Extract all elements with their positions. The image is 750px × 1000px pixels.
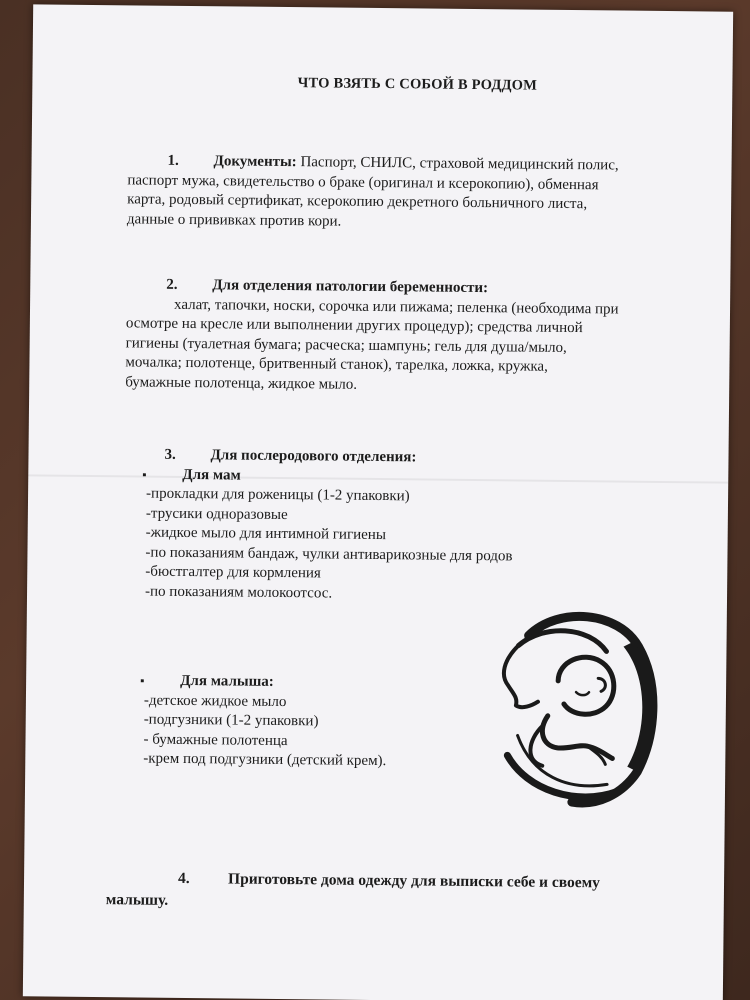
list-item: -детское жидкое мыло — [143, 692, 287, 710]
list-item: -трусики одноразовые — [145, 505, 288, 523]
section-heading: Для отделения патологии беременности: — [212, 277, 489, 297]
section-heading: Документы: — [213, 153, 297, 171]
text-line: халат, тапочки, носки, сорочка или пижама; пеленка (необходима при — [173, 296, 619, 318]
list-item: -бюстгалтер для кормления — [145, 563, 321, 582]
list-item: -по показаниям бандаж, чулки антиварикозные для родов — [145, 544, 513, 564]
list-item: -крем под подгузники (детский крем). — [143, 750, 387, 770]
bullet-icon: ▪ — [142, 467, 147, 482]
section-text: Паспорт, СНИЛС, страховой медицинский полис, — [300, 154, 619, 174]
section-clothes — [106, 867, 696, 917]
bullet-icon: ▪ — [140, 673, 145, 688]
list-item: -прокладки для роженицы (1-2 упаковки) — [146, 485, 410, 505]
section-pathology — [125, 275, 686, 398]
section-number: 3. — [164, 446, 176, 463]
text-line: мочалка; полотенце, бритвенный станок), тарелка, ложка, кружка, — [125, 354, 548, 375]
section-number: 1. — [167, 152, 179, 169]
section-heading: Для послеродового отделения: — [210, 447, 417, 466]
text-line: осмотре на кресле или выполнении других процедур); средства личной — [125, 315, 583, 337]
section-documents — [127, 151, 688, 235]
moms-heading: Для мам — [182, 466, 241, 484]
text-line: карта, родовый сертификат, ксерокопию декретного больничного листа, — [127, 191, 588, 213]
baby-heading: Для малыша: — [180, 672, 274, 690]
document-page — [23, 4, 733, 1000]
section-number: 2. — [166, 276, 178, 293]
list-item: -жидкое мыло для интимной гигиены — [145, 524, 387, 544]
list-item: -подгузники (1-2 упаковки) — [143, 711, 319, 730]
list-item: -по показаниям молокоотсос. — [144, 583, 333, 602]
mother-and-baby-icon — [487, 605, 664, 812]
text-line: данные о прививках против кори. — [126, 210, 342, 230]
text-line: гигиены (туалетная бумага; расческа; шампунь; гель для душа/мыло, — [125, 334, 567, 356]
section-text: Приготовьте дома одежду для выписки себе и своему — [227, 870, 601, 892]
text-line: бумажные полотенца, жидкое мыло. — [125, 373, 358, 393]
page-title: ЧТО ВЗЯТЬ С СОБОЙ В РОДДОМ — [297, 75, 538, 94]
text-line: паспорт мужа, свидетельство о браке (оригинал и ксерокопию), обменная — [127, 171, 599, 193]
section-postpartum — [123, 445, 685, 607]
text-line: малышу. — [105, 891, 169, 909]
section-number: 4. — [177, 869, 190, 888]
list-item: - бумажные полотенца — [143, 731, 288, 749]
